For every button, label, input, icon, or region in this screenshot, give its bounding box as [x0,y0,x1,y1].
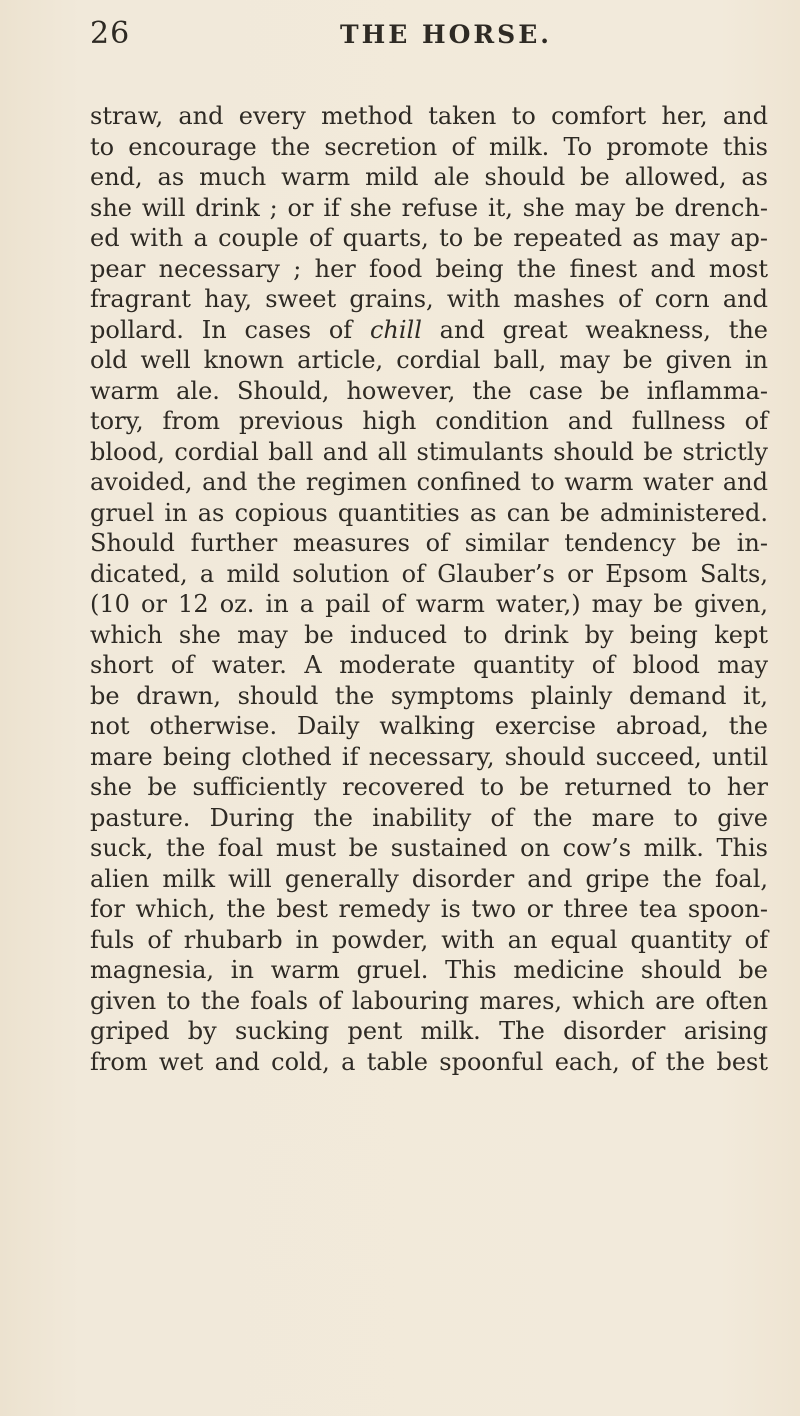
text-line: griped by sucking pent milk. The disorder arising [90,1017,768,1045]
text-line: pollard. In cases of chill and great weakness, the [90,315,768,344]
text-line: not otherwise. Daily walking exercise abroad, the [90,712,768,740]
text-line: gruel in as copious quantities as can be administered. [90,498,768,527]
text-line: suck, the foal must be sustained on cow’s milk. This [90,834,768,862]
text-line: which she may be induced to drink by being kept [90,620,768,649]
text-line: end, as much warm mild ale should be allowed, as [90,163,768,191]
text-line: tory, from previous high condition and fullness of [90,407,768,435]
italic-word: chill [369,315,422,344]
body-text [90,101,768,1077]
text-line: she will drink ; or if she refuse it, she may be drench- [90,193,768,222]
text-line: fuls of rhubarb in powder, with an equal quantity of [90,925,768,954]
text-line: (10 or 12 oz. in a pail of warm water,) may be given, [90,590,768,618]
text-line: mare being clothed if necessary, should succeed, until [90,742,768,771]
text-line: straw, and every method taken to comfort her, and [90,102,768,130]
text-line: fragrant hay, sweet grains, with mashes of corn and [90,285,768,313]
page-number: 26 [90,16,131,51]
text-line: pear necessary ; her food being the finest and most [90,254,768,283]
text-line: given to the foals of labouring mares, which are often [90,986,768,1015]
text-line: alien milk will generally disorder and gripe the foal, [90,864,768,893]
text-line: she be sufficiently recovered to be returned to her [90,773,768,801]
text-line: blood, cordial ball and all stimulants should be strictly [90,437,768,466]
text-line: Should further measures of similar tendency be in- [90,529,768,557]
text-line: old well known article, cordial ball, may be given in [90,346,768,374]
text-line: for which, the best remedy is two or three tea spoon- [90,895,768,923]
text-line: pasture. During the inability of the mare to give [90,803,768,832]
text-line: dicated, a mild solution of Glauber’s or Epsom Salts, [90,559,768,588]
text-line: from wet and cold, a table spoonful each, of the best [90,1047,768,1076]
text-line: warm ale. Should, however, the case be inflamma- [90,376,768,405]
text-line: short of water. A moderate quantity of blood may [90,651,768,679]
text-line: to encourage the secretion of milk. To promote this [90,132,768,161]
text-line: ed with a couple of quarts, to be repeated as may ap- [90,224,768,252]
page-header [90,14,760,54]
text-line: magnesia, in warm gruel. This medicine should be [90,956,768,984]
running-head: THE HORSE. [340,20,552,49]
text-line: avoided, and the regimen confined to warm water and [90,468,768,496]
text-line: be drawn, should the symptoms plainly demand it, [90,681,768,710]
